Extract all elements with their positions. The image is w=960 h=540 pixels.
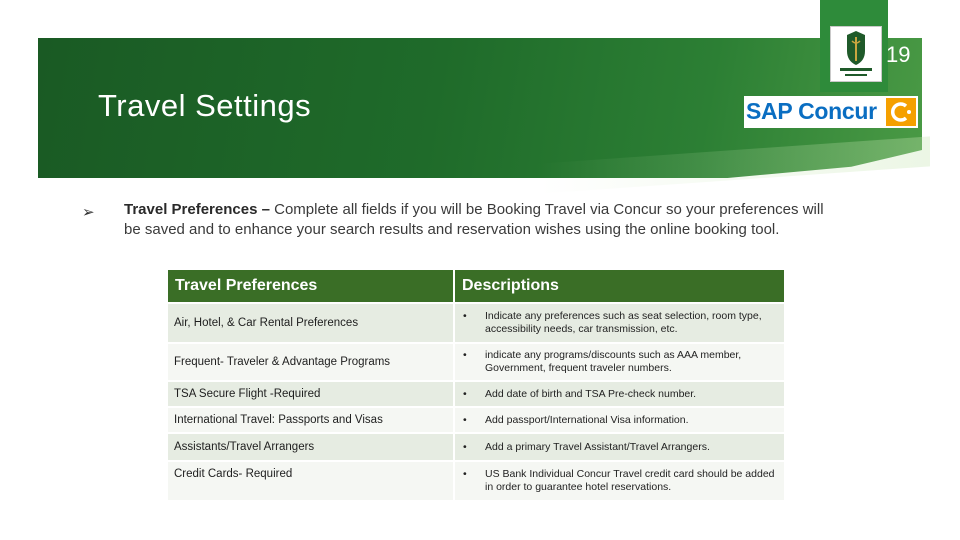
- page-title: Travel Settings: [98, 88, 312, 123]
- desc-cell: [454, 381, 785, 407]
- bullet-dot-icon: •: [463, 387, 467, 400]
- pref-cell: Credit Cards- Required: [167, 461, 454, 501]
- desc-text: US Bank Individual Concur Travel credit card should be added in order to guarantee hotel reservations.: [485, 468, 775, 493]
- page-number: 19: [886, 42, 911, 67]
- bullet-dot-icon: •: [463, 468, 467, 480]
- sacramento-state-logo: [830, 26, 882, 82]
- bullet-dot-icon: •: [463, 349, 467, 361]
- pref-cell: TSA Secure Flight -Required: [167, 381, 454, 407]
- bullet-body: Complete all fields if you will be Booking Travel via Concur so your preferences will be saved and to enhance your search results and reservation wishes using the online booking tool.: [124, 201, 824, 238]
- table-row: [167, 407, 785, 433]
- desc-cell: [454, 303, 785, 343]
- table-row: [167, 381, 785, 407]
- arrow-bullet-icon: ➢: [82, 204, 95, 221]
- desc-cell: [454, 343, 785, 381]
- desc-text: Add a primary Travel Assistant/Travel Arrangers.: [485, 440, 710, 453]
- desc-cell: [454, 461, 785, 501]
- travel-preferences-table: [166, 268, 786, 502]
- desc-text: Indicate any preferences such as seat selection, room type, accessibility needs, car transmission, etc.: [485, 310, 762, 335]
- sap-concur-logo: [744, 96, 918, 128]
- table-row: [167, 433, 785, 461]
- header-descriptions: Descriptions: [454, 269, 785, 303]
- concur-c-icon: [886, 98, 916, 126]
- pref-cell: Assistants/Travel Arrangers: [167, 433, 454, 461]
- bullet-dot-icon: •: [463, 440, 467, 453]
- bullet-paragraph: [124, 200, 824, 240]
- desc-text: Add date of birth and TSA Pre-check number.: [485, 387, 697, 400]
- table-row: [167, 343, 785, 381]
- bullet-dot-icon: •: [463, 310, 467, 322]
- pref-cell: Air, Hotel, & Car Rental Preferences: [167, 303, 454, 343]
- bullet-lead: Travel Preferences –: [124, 201, 275, 218]
- table-row: [167, 461, 785, 501]
- header-travel-preferences: Travel Preferences: [167, 269, 454, 303]
- pref-cell: Frequent- Traveler & Advantage Programs: [167, 343, 454, 381]
- concur-wordmark: SAP Concur: [746, 98, 877, 124]
- bullet-dot-icon: •: [463, 413, 467, 426]
- table-row: [167, 303, 785, 343]
- desc-text: Add passport/International Visa information.: [485, 413, 689, 426]
- desc-cell: [454, 407, 785, 433]
- pref-cell: International Travel: Passports and Visas: [167, 407, 454, 433]
- desc-cell: [454, 433, 785, 461]
- desc-text: indicate any programs/discounts such as AAA member, Government, frequent traveler numbers.: [485, 349, 742, 374]
